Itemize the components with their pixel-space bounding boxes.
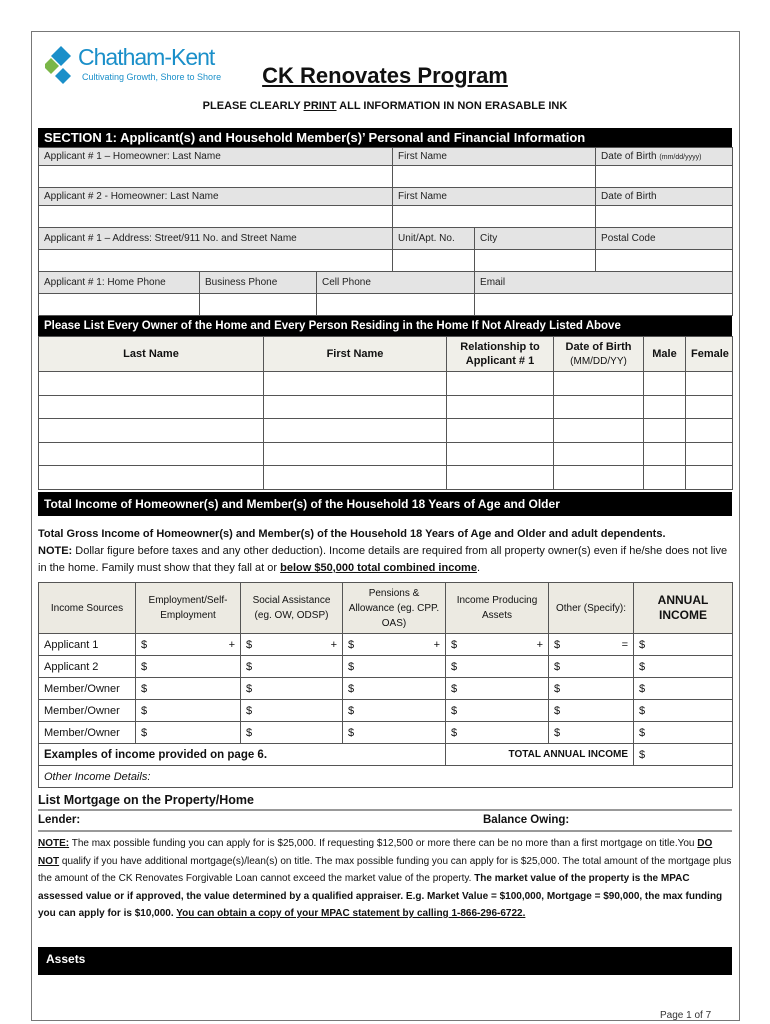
income-amount-field[interactable]: $ bbox=[549, 700, 634, 722]
page-number: Page 1 of 7 bbox=[660, 1010, 712, 1021]
income-amount-field[interactable]: $ + bbox=[136, 634, 241, 656]
member-relationship-field[interactable] bbox=[447, 372, 554, 396]
income-amount-field[interactable]: $ bbox=[343, 722, 446, 744]
income-amount-field[interactable]: $ bbox=[634, 700, 733, 722]
applicant-info-table bbox=[38, 147, 733, 316]
income-amount-field[interactable]: $ bbox=[343, 678, 446, 700]
label-a1-first: First Name bbox=[393, 148, 596, 166]
member-row bbox=[39, 395, 733, 419]
income-amount-field[interactable]: $ bbox=[549, 722, 634, 744]
member-dob-field[interactable] bbox=[554, 419, 644, 443]
city-field[interactable] bbox=[475, 250, 596, 272]
label-a2-last: Applicant # 2 - Homeowner: Last Name bbox=[39, 188, 393, 206]
income-amount-field[interactable]: $ = bbox=[549, 634, 634, 656]
income-intro: Total Gross Income of Homeowner(s) and Member(s) of the Household 18 Years of Age and Older and adult dependents. NOTE: Dollar figure before taxes and any other deduction). Income details are required from all property owner(s) even if he/she does not live in the home. Family must show that they fall at or below $50,000 total combined income. bbox=[38, 528, 728, 574]
members-table bbox=[38, 336, 733, 490]
member-female-field[interactable] bbox=[686, 419, 733, 443]
member-row bbox=[39, 466, 733, 490]
income-row bbox=[39, 634, 733, 656]
income-row-label: Applicant 2 bbox=[39, 656, 136, 678]
income-row-label: Member/Owner bbox=[39, 722, 136, 744]
label-a2-first: First Name bbox=[393, 188, 596, 206]
mortgage-heading: List Mortgage on the Property/Home bbox=[38, 793, 732, 811]
income-amount-field[interactable]: $ bbox=[241, 700, 343, 722]
income-amount-field[interactable]: $ bbox=[136, 722, 241, 744]
income-amount-field[interactable]: $ bbox=[136, 656, 241, 678]
label-city: City bbox=[475, 228, 596, 250]
instructions: PLEASE CLEARLY PRINT ALL INFORMATION IN NON ERASABLE INK bbox=[202, 100, 568, 112]
income-amount-field[interactable]: $ bbox=[634, 656, 733, 678]
income-table bbox=[38, 582, 733, 788]
a2-first-field[interactable] bbox=[393, 206, 596, 228]
col-relationship: Relationship to Applicant # 1 bbox=[447, 337, 554, 372]
unit-field[interactable] bbox=[393, 250, 475, 272]
member-last-field[interactable] bbox=[39, 442, 264, 466]
income-col-header: Income Sources bbox=[39, 583, 136, 634]
income-row-label: Applicant 1 bbox=[39, 634, 136, 656]
income-amount-field[interactable]: $ bbox=[446, 722, 549, 744]
income-row bbox=[39, 700, 733, 722]
assets-header: Assets bbox=[38, 947, 732, 975]
a2-last-field[interactable] bbox=[39, 206, 393, 228]
home-phone-field[interactable] bbox=[39, 294, 200, 316]
label-a1-dob: Date of Birth (mm/dd/yyyy) bbox=[596, 148, 733, 166]
income-amount-field[interactable]: $ + bbox=[343, 634, 446, 656]
member-male-field[interactable] bbox=[644, 395, 686, 419]
examples-note: Examples of income provided on page 6. bbox=[39, 744, 446, 766]
a2-dob-field[interactable] bbox=[596, 206, 733, 228]
label-cell-phone: Cell Phone bbox=[317, 272, 475, 294]
income-amount-field[interactable]: $ bbox=[549, 656, 634, 678]
member-first-field[interactable] bbox=[264, 419, 447, 443]
income-col-header: Employment/Self-Employment bbox=[136, 583, 241, 634]
member-dob-field[interactable] bbox=[554, 372, 644, 396]
member-dob-field[interactable] bbox=[554, 466, 644, 490]
mortgage-note: NOTE: The max possible funding you can apply for is $25,000. If requesting $12,500 or more there can be no more than a first mortgage on title.You DO NOT qualify if you have additional mortgage(s)/lean(s) on title. The max possible funding you can apply for is $25,000. The total amount of the mortgage plus the amount of the CK Renovates Forgivable Loan cannot exceed the market value of the property. The market value of the property is the MPAC assessed value or if approved, the value determined by a qualified appraiser. E.g. Market Value = $100,000, Mortgage = $90,000, the max funding you can apply for is $10,000. You can obtain a copy of your MPAC statement by calling 1-866-296-6722. bbox=[38, 838, 732, 919]
income-amount-field[interactable]: $ bbox=[136, 700, 241, 722]
member-first-field[interactable] bbox=[264, 442, 447, 466]
income-col-header: Income Producing Assets bbox=[446, 583, 549, 634]
income-row bbox=[39, 656, 733, 678]
member-row bbox=[39, 372, 733, 396]
member-first-field[interactable] bbox=[264, 466, 447, 490]
label-address: Applicant # 1 – Address: Street/911 No. and Street Name bbox=[39, 228, 393, 250]
total-annual-income-label: TOTAL ANNUAL INCOME bbox=[446, 744, 634, 766]
income-amount-field[interactable]: $ bbox=[446, 700, 549, 722]
income-amount-field[interactable]: $ bbox=[634, 678, 733, 700]
income-row-label: Member/Owner bbox=[39, 700, 136, 722]
income-amount-field[interactable]: $ bbox=[343, 656, 446, 678]
income-row-label: Member/Owner bbox=[39, 678, 136, 700]
mortgage-fields bbox=[38, 814, 732, 832]
member-relationship-field[interactable] bbox=[447, 419, 554, 443]
income-amount-field[interactable]: $ bbox=[136, 678, 241, 700]
section1-header: SECTION 1: Applicant(s) and Household Member(s)’ Personal and Financial Information bbox=[38, 128, 732, 148]
income-amount-field[interactable]: $ bbox=[241, 678, 343, 700]
col-first-name: First Name bbox=[264, 337, 447, 372]
member-female-field[interactable] bbox=[686, 466, 733, 490]
income-row bbox=[39, 722, 733, 744]
address-field[interactable] bbox=[39, 250, 393, 272]
cell-phone-field[interactable] bbox=[317, 294, 475, 316]
income-col-header: Pensions & Allowance (eg. CPP. OAS) bbox=[343, 583, 446, 634]
income-col-header: Social Assistance (eg. OW, ODSP) bbox=[241, 583, 343, 634]
postal-field[interactable] bbox=[596, 250, 733, 272]
label-email: Email bbox=[475, 272, 733, 294]
logo-brand: Chatham-Kent bbox=[78, 44, 215, 70]
member-last-field[interactable] bbox=[39, 466, 264, 490]
col-male: Male bbox=[644, 337, 686, 372]
member-male-field[interactable] bbox=[644, 442, 686, 466]
income-amount-field[interactable]: $ + bbox=[241, 634, 343, 656]
label-unit: Unit/Apt. No. bbox=[393, 228, 475, 250]
email-field[interactable] bbox=[475, 294, 733, 316]
col-female: Female bbox=[686, 337, 733, 372]
page-title: CK Renovates Program bbox=[262, 63, 508, 88]
label-a2-dob: Date of Birth bbox=[596, 188, 733, 206]
income-amount-field[interactable]: $ bbox=[241, 722, 343, 744]
income-amount-field[interactable]: $ bbox=[446, 656, 549, 678]
label-home-phone: Applicant # 1: Home Phone bbox=[39, 272, 200, 294]
member-female-field[interactable] bbox=[686, 395, 733, 419]
member-row bbox=[39, 419, 733, 443]
member-last-field[interactable] bbox=[39, 372, 264, 396]
income-row bbox=[39, 678, 733, 700]
col-last-name: Last Name bbox=[39, 337, 264, 372]
income-amount-field[interactable]: $ bbox=[241, 656, 343, 678]
member-first-field[interactable] bbox=[264, 372, 447, 396]
member-male-field[interactable] bbox=[644, 466, 686, 490]
label-postal: Postal Code bbox=[596, 228, 733, 250]
member-relationship-field[interactable] bbox=[447, 466, 554, 490]
col-dob: Date of Birth (MM/DD/YY) bbox=[554, 337, 644, 372]
member-dob-field[interactable] bbox=[554, 395, 644, 419]
income-amount-field[interactable]: $ bbox=[549, 678, 634, 700]
income-col-header: ANNUAL INCOME bbox=[634, 583, 733, 634]
total-annual-income-field[interactable]: $ bbox=[634, 744, 733, 766]
member-female-field[interactable] bbox=[686, 372, 733, 396]
income-header: Total Income of Homeowner(s) and Member(s) of the Household 18 Years of Age and Older bbox=[38, 492, 732, 516]
member-relationship-field[interactable] bbox=[447, 395, 554, 419]
a1-dob-field[interactable] bbox=[596, 166, 733, 188]
income-amount-field[interactable]: $ bbox=[446, 678, 549, 700]
member-male-field[interactable] bbox=[644, 372, 686, 396]
income-amount-field[interactable]: $ + bbox=[446, 634, 549, 656]
member-row bbox=[39, 442, 733, 466]
a1-last-field[interactable] bbox=[39, 166, 393, 188]
lender-label[interactable]: Lender: bbox=[38, 814, 81, 826]
income-col-header: Other (Specify): bbox=[549, 583, 634, 634]
balance-owing-label[interactable]: Balance Owing: bbox=[483, 814, 570, 826]
income-amount-field[interactable]: $ bbox=[343, 700, 446, 722]
income-amount-field[interactable]: $ bbox=[634, 722, 733, 744]
member-first-field[interactable] bbox=[264, 395, 447, 419]
income-amount-field[interactable]: $ bbox=[634, 634, 733, 656]
member-dob-field[interactable] bbox=[554, 442, 644, 466]
business-phone-field[interactable] bbox=[200, 294, 317, 316]
member-female-field[interactable] bbox=[686, 442, 733, 466]
label-a1-last: Applicant # 1 – Homeowner: Last Name bbox=[39, 148, 393, 166]
member-relationship-field[interactable] bbox=[447, 442, 554, 466]
members-header: Please List Every Owner of the Home and Every Person Residing in the Home If Not Already Listed Above bbox=[38, 316, 732, 336]
a1-first-field[interactable] bbox=[393, 166, 596, 188]
member-last-field[interactable] bbox=[39, 419, 264, 443]
logo-tagline: Cultivating Growth, Shore to Shore bbox=[82, 72, 222, 82]
member-last-field[interactable] bbox=[39, 395, 264, 419]
other-income-details-field[interactable]: Other Income Details: bbox=[39, 766, 733, 788]
label-business-phone: Business Phone bbox=[200, 272, 317, 294]
member-male-field[interactable] bbox=[644, 419, 686, 443]
